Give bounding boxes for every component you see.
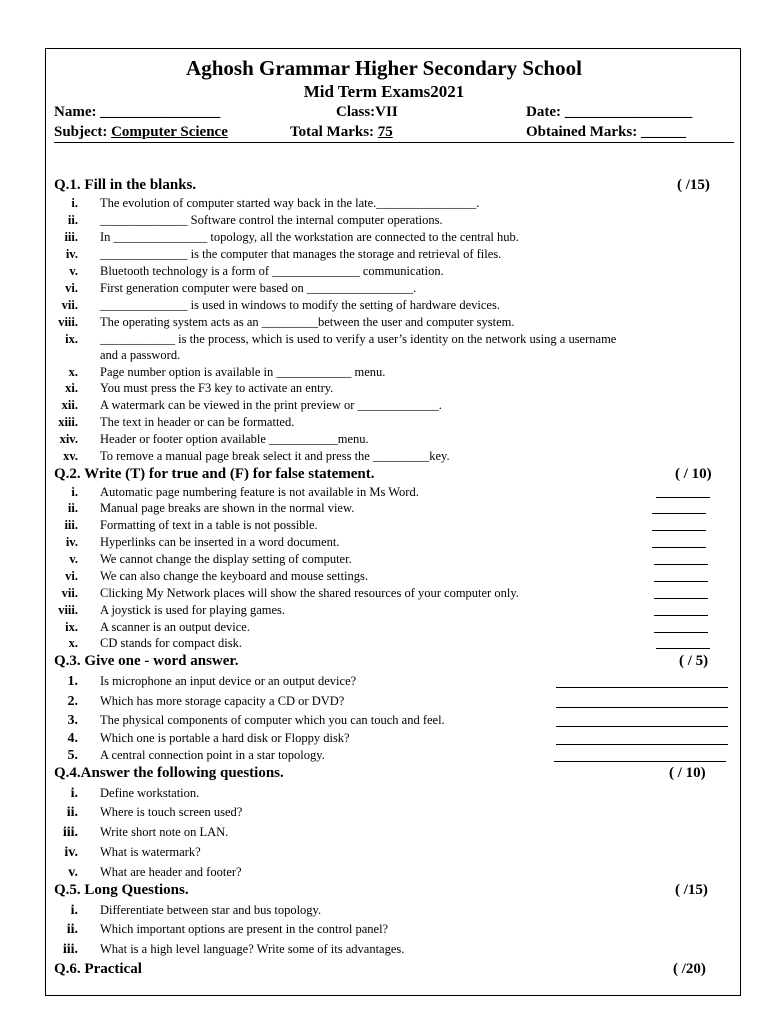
q4-item-text: Define workstation. — [100, 786, 200, 800]
name-field: Name: ________________ — [54, 104, 221, 120]
answer-blank — [654, 615, 708, 616]
q5-item-number: ii. — [66, 922, 78, 937]
q1-item-number: x. — [68, 365, 78, 379]
q3-item-number: 3. — [67, 713, 78, 728]
q5-item-text: What is a high level language? Write some of its advantages. — [100, 942, 405, 956]
q1-item-text: ______________ is used in windows to modify the setting of hardware devices. — [100, 298, 500, 312]
q1-item-text: The text in header or can be formatted. — [100, 415, 295, 429]
q2-item-text: CD stands for compact disk. — [100, 636, 242, 650]
q2-item-number: iv. — [65, 535, 78, 549]
q1-item-number: xii. — [61, 398, 78, 412]
q1-item-number: ix. — [65, 332, 78, 346]
q1-item-number: v. — [69, 264, 78, 278]
answer-blank — [654, 564, 708, 565]
q1-item-number: xv. — [63, 449, 78, 463]
answer-blank — [652, 513, 706, 514]
q1-item-text: Page number option is available in ____________ menu. — [100, 365, 386, 379]
q2-item-text: Clicking My Network places will show the shared resources of your computer only. — [100, 586, 519, 600]
q1-marks: ( /15) — [677, 177, 710, 193]
total-marks-label: Total Marks: — [290, 124, 375, 140]
q1-item-number: iii. — [64, 230, 78, 244]
answer-blank — [654, 598, 708, 599]
q2-item-number: iii. — [64, 518, 78, 532]
q2-item-text: Hyperlinks can be inserted in a word document. — [100, 535, 340, 549]
q2-item-number: i. — [71, 485, 78, 499]
q1-item-number: iv. — [65, 247, 78, 261]
q2-item-number: vi. — [65, 569, 78, 583]
answer-blank — [556, 744, 728, 745]
q1-item-text: To remove a manual page break select it and press the _________key. — [100, 449, 450, 463]
answer-blank — [554, 761, 726, 762]
class-field: Class:VII — [336, 104, 398, 120]
answer-blank — [652, 547, 706, 548]
q2-item-number: ix. — [65, 620, 78, 634]
q5-item-text: Differentiate between star and bus topology. — [100, 903, 322, 917]
answer-blank — [556, 707, 728, 708]
answer-blank — [656, 497, 710, 498]
date-field: Date: _________________ — [526, 104, 693, 120]
q1-item-text: In _______________ topology, all the workstation are connected to the central hub. — [100, 230, 519, 244]
q3-item-number: 4. — [67, 731, 78, 746]
q3-item-text: Which one is portable a hard disk or Floppy disk? — [100, 731, 350, 745]
q1-title: Q.1. Fill in the blanks. — [54, 177, 197, 193]
q3-item-text: Which has more storage capacity a CD or DVD? — [100, 694, 345, 708]
q1-item-number: vii. — [61, 298, 78, 312]
answer-blank — [654, 581, 708, 582]
total-marks-value: 75 — [377, 124, 393, 140]
q4-item-text: Write short note on LAN. — [100, 825, 229, 839]
q6-title: Q.6. Practical — [54, 961, 142, 977]
subject-value: Computer Science — [111, 124, 228, 140]
q2-item-number: vii. — [61, 586, 78, 600]
exam-title: Mid Term Exams2021 — [303, 82, 465, 101]
q3-item-number: 5. — [67, 748, 78, 763]
q1-item-text: You must press the F3 key to activate an entry. — [100, 381, 334, 395]
answer-blank — [556, 726, 728, 727]
q1-item-text: Header or footer option available ___________menu. — [100, 432, 369, 446]
total-marks-field — [290, 125, 393, 140]
q2-item-number: x. — [68, 636, 78, 650]
q5-item-number: iii. — [62, 942, 78, 957]
q2-item-number: viii. — [58, 603, 78, 617]
q3-item-text: A central connection point in a star topology. — [100, 748, 325, 762]
q1-item-text: A watermark can be viewed in the print preview or _____________. — [100, 398, 442, 412]
q3-title: Q.3. Give one - word answer. — [54, 653, 239, 669]
q1-item-number: xi. — [65, 381, 78, 395]
q5-item-number: i. — [70, 903, 78, 918]
q1-item-text: ______________ Software control the internal computer operations. — [100, 213, 443, 227]
q1-item-number: ii. — [67, 213, 78, 227]
q2-item-text: A scanner is an output device. — [100, 620, 250, 634]
answer-blank — [556, 687, 728, 688]
q3-marks: ( / 5) — [679, 653, 709, 669]
answer-blank — [654, 632, 708, 633]
q4-item-number: iii. — [62, 825, 78, 840]
school-name: Aghosh Grammar Higher Secondary School — [186, 56, 582, 80]
q1-item-text: The operating system acts as an _________between the user and computer system. — [100, 315, 515, 329]
answer-blank — [656, 648, 710, 649]
q1-item-text: and a password. — [100, 348, 181, 362]
q4-item-text: What is watermark? — [100, 845, 201, 859]
q5-item-text: Which important options are present in the control panel? — [100, 922, 389, 936]
q1-item-text: The evolution of computer started way back in the late.________________. — [100, 196, 480, 210]
q1-item-text: Bluetooth technology is a form of ______________ communication. — [100, 264, 444, 278]
q2-item-text: Automatic page numbering feature is not available in Ms Word. — [100, 485, 419, 499]
q1-item-number: i. — [71, 196, 78, 210]
q1-item-number: xiii. — [58, 415, 78, 429]
q5-marks: ( /15) — [675, 882, 708, 898]
q5-title: Q.5. Long Questions. — [54, 882, 189, 898]
q4-item-number: i. — [70, 786, 78, 801]
q3-item-number: 2. — [67, 694, 78, 709]
q3-item-text: The physical components of computer which you can touch and feel. — [100, 713, 445, 727]
q4-item-number: iv. — [64, 845, 78, 860]
q2-item-text: Formatting of text in a table is not possible. — [100, 518, 318, 532]
q2-item-text: We can also change the keyboard and mouse settings. — [100, 569, 369, 583]
q2-marks: ( / 10) — [675, 466, 712, 482]
q2-item-text: Manual page breaks are shown in the normal view. — [100, 501, 355, 515]
header-rule — [54, 142, 734, 143]
q1-item-text: ______________ is the computer that manages the storage and retrieval of files. — [100, 247, 502, 261]
q6-marks: ( /20) — [673, 961, 706, 977]
q4-item-number: ii. — [66, 805, 78, 820]
q3-item-text: Is microphone an input device or an output device? — [100, 674, 357, 688]
q4-marks: ( / 10) — [669, 765, 706, 781]
q2-item-number: ii. — [67, 501, 78, 515]
q1-item-text: ____________ is the process, which is used to verify a user’s identity on the network using a username — [100, 332, 617, 346]
answer-blank — [652, 530, 706, 531]
q4-title: Q.4.Answer the following questions. — [54, 765, 284, 781]
q1-item-text: First generation computer were based on _________________. — [100, 281, 417, 295]
subject-field — [54, 125, 228, 140]
q2-item-text: We cannot change the display setting of computer. — [100, 552, 352, 566]
q3-item-number: 1. — [67, 674, 78, 689]
q1-item-number: vi. — [65, 281, 78, 295]
q4-item-number: v. — [68, 865, 78, 880]
q2-title: Q.2. Write (T) for true and (F) for false statement. — [54, 466, 375, 482]
obtained-marks-field: Obtained Marks: ______ — [526, 124, 687, 140]
q2-item-text: A joystick is used for playing games. — [100, 603, 286, 617]
q1-item-number: xiv. — [59, 432, 78, 446]
subject-label: Subject: — [54, 124, 108, 140]
q1-item-number: viii. — [58, 315, 78, 329]
q4-item-text: Where is touch screen used? — [100, 805, 243, 819]
q2-item-number: v. — [69, 552, 78, 566]
q4-item-text: What are header and footer? — [100, 865, 242, 879]
